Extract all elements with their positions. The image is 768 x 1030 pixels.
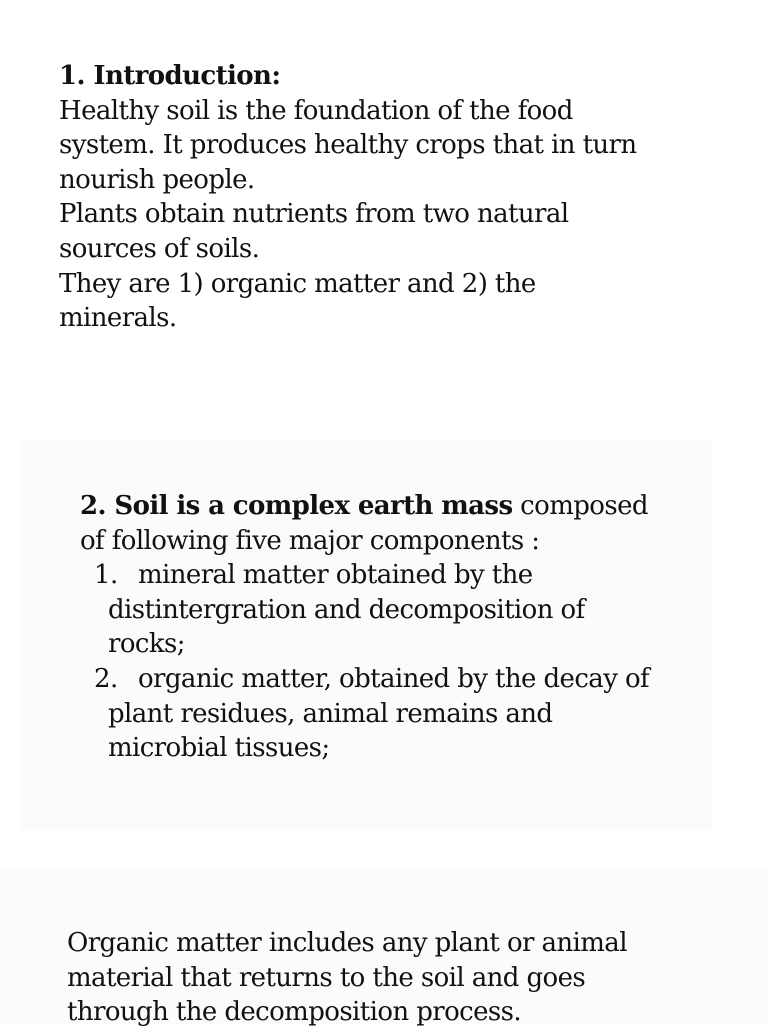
introduction-line: system. It produces healthy crops that in turn — [59, 130, 637, 161]
introduction-line: Plants obtain nutrients from two natural — [59, 199, 569, 230]
introduction-line: nourish people. — [59, 164, 255, 195]
soil-components-heading — [80, 489, 730, 524]
list-item — [80, 662, 730, 766]
soil-components-intro: of following five major components : — [80, 525, 540, 556]
organic-matter-section — [67, 926, 757, 1030]
list-item-continuation: distintergration and decomposition of — [108, 594, 585, 625]
list-item-number: 2. — [94, 663, 118, 694]
soil-components-list — [80, 558, 730, 766]
introduction-line: Healthy soil is the foundation of the food — [59, 95, 573, 126]
introduction-line: They are 1) organic matter and 2) the — [59, 268, 536, 299]
list-item — [80, 558, 730, 662]
introduction-section — [59, 59, 689, 336]
soil-components-heading-rest: composed — [512, 491, 648, 521]
list-item-continuation: plant residues, animal remains and — [108, 698, 553, 729]
organic-matter-line: Organic matter includes any plant or animal — [67, 928, 627, 958]
soil-components-heading-bold: 2. Soil is a complex earth mass — [80, 491, 513, 521]
list-item-text: mineral matter obtained by the — [138, 560, 533, 591]
organic-matter-line: material that returns to the soil and goes — [67, 962, 586, 993]
introduction-line: minerals. — [59, 303, 177, 334]
introduction-heading: 1. Introduction: — [59, 61, 281, 91]
list-item-continuation: rocks; — [108, 629, 185, 660]
organic-matter-line: through the decomposition process. — [67, 997, 522, 1028]
list-item-first-line — [94, 558, 730, 593]
list-item-continuation: microbial tissues; — [108, 733, 330, 764]
list-item-number: 1. — [94, 560, 118, 591]
list-item-text: organic matter, obtained by the decay of — [138, 663, 650, 694]
introduction-line: sources of soils. — [59, 233, 260, 264]
soil-components-section — [80, 489, 730, 766]
list-item-first-line — [94, 662, 730, 697]
